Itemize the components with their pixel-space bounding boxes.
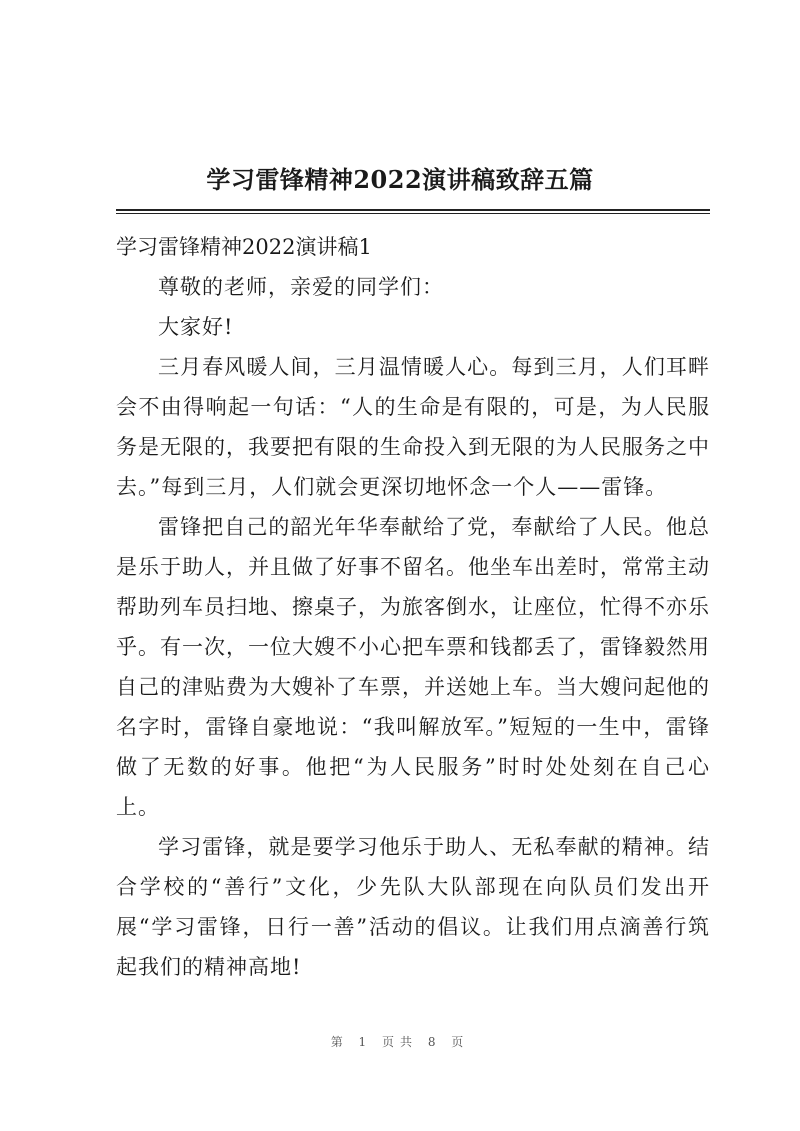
- salutation-paragraph: 尊敬的老师，亲爱的同学们：: [158, 275, 444, 299]
- greeting-paragraph: 大家好!: [158, 315, 234, 339]
- title-divider: [116, 209, 710, 214]
- body-paragraph: 学习雷锋，就是要学习他乐于助人、无私奉献的精神。结合学校的“善行”文化，少先队大队部现在向队员们发出开展“学习雷锋，日行一善”活动的倡议。让我们用点滴善行筑起我们的精神高地!: [116, 835, 710, 979]
- document-body: [116, 227, 710, 987]
- page-number-footer: 第 1 页共 8 页: [330, 1035, 470, 1049]
- body-paragraph: 雷锋把自己的韶光年华奉献给了党，奉献给了人民。他总是乐于助人，并且做了好事不留名。他坐车出差时，常常主动帮助列车员扫地、擦桌子，为旅客倒水，让座位，忙得不亦乐乎。有一次，一位大嫂不小心把车票和钱都丢了，雷锋毅然用自己的津贴费为大嫂补了车票，并送她上车。当大嫂问起他的名字时，雷锋自豪地说：“我叫解放军。”短短的一生中，雷锋做了无数的好事。他把“为人民服务”时时处处刻在自己心上。: [116, 515, 710, 819]
- body-paragraph: 三月春风暖人间，三月温情暖人心。每到三月，人们耳畔会不由得响起一句话：“人的生命是有限的，可是，为人民服务是无限的，我要把有限的生命投入到无限的为人民服务之中去。”每到三月，人们就会更深切地怀念一个人——雷锋。: [116, 355, 710, 499]
- document-title: 学习雷锋精神2022演讲稿致辞五篇: [206, 165, 594, 194]
- section-heading: 学习雷锋精神2022演讲稿1: [116, 235, 372, 259]
